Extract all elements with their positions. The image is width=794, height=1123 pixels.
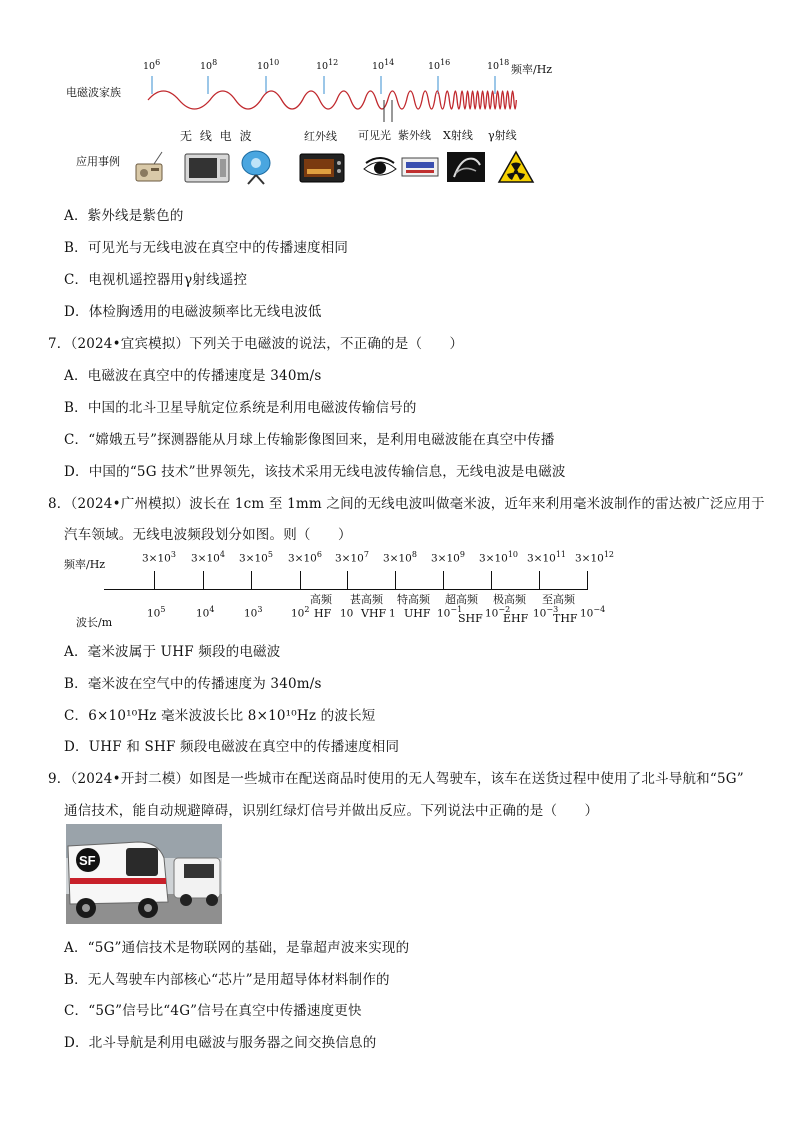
freq-axis-label: 频率/Hz bbox=[64, 558, 106, 571]
band-name: 特高频 bbox=[397, 593, 430, 606]
band-name: 甚高频 bbox=[350, 593, 383, 606]
q9-stem-line1: 9．（2024•开封二模）如图是一些城市在配送商品时使用的无人驾驶车，该车在送货过程中使用了北斗导航和“5G” bbox=[48, 771, 744, 787]
wave-tick-label: $10^3$ bbox=[244, 605, 263, 620]
band-xray: X射线 bbox=[443, 129, 473, 142]
band-tick-mark bbox=[251, 571, 252, 589]
freq-tick-label: $3\times 10^{11}$ bbox=[527, 550, 567, 565]
freq-tick: $10^{10}$ bbox=[257, 58, 280, 73]
xray-image-icon bbox=[446, 151, 486, 183]
band-name: 极高频 bbox=[493, 593, 526, 606]
q8-option-a: A．毫米波属于 UHF 频段的电磁波 bbox=[64, 644, 281, 660]
band-tick-mark bbox=[443, 571, 444, 589]
freq-tick-label: $3\times 10^4$ bbox=[191, 550, 225, 565]
freq-tick: $10^8$ bbox=[200, 58, 218, 73]
band-name: 高频 bbox=[310, 593, 332, 606]
q6-option-c: C．电视机遥控器用γ射线遥控 bbox=[64, 272, 248, 288]
wave-tick-label: $10^{-1}$ bbox=[437, 605, 463, 620]
wave-graphic bbox=[140, 72, 520, 122]
q8-option-b: B．毫米波在空气中的传播速度为 340m/s bbox=[64, 676, 322, 692]
band-tick-mark bbox=[587, 571, 588, 589]
freq-tick: $10^{18}$ bbox=[487, 58, 510, 73]
wave-tick-label: $10^{-3}$ bbox=[533, 605, 559, 620]
q7-option-d: D．中国的“5G 技术”世界领先，该技术采用无线电波传输信息，无线电波是电磁波 bbox=[64, 464, 566, 480]
q6-option-d: D．体检胸透用的电磁波频率比无线电波低 bbox=[64, 304, 322, 320]
delivery-van-photo bbox=[66, 824, 222, 924]
freq-unit: 频率/Hz bbox=[511, 63, 553, 76]
q7-option-b: B．中国的北斗卫星导航定位系统是利用电磁波传输信号的 bbox=[64, 400, 417, 416]
van-logo-text: SF bbox=[79, 853, 96, 868]
freq-tick-label: $3\times 10^8$ bbox=[383, 550, 417, 565]
freq-tick: $10^6$ bbox=[143, 58, 161, 73]
band-gamma: γ射线 bbox=[488, 129, 517, 142]
band-name: 至高频 bbox=[542, 593, 575, 606]
band-code: UHF bbox=[404, 607, 431, 620]
freq-tick-label: $3\times 10^{12}$ bbox=[575, 550, 615, 565]
wave-axis-label: 波长/m bbox=[76, 616, 113, 629]
q8-option-d: D．UHF 和 SHF 频段电磁波在真空中的传播速度相同 bbox=[64, 739, 400, 755]
freq-tick: $10^{14}$ bbox=[372, 58, 395, 73]
wave-tick-label: 10 bbox=[340, 607, 354, 620]
freq-tick-label: $3\times 10^6$ bbox=[288, 550, 322, 565]
band-name: 超高频 bbox=[445, 593, 478, 606]
wave-tick-label: $10^{-2}$ bbox=[485, 605, 511, 620]
radio-icon bbox=[132, 150, 168, 184]
band-tick-mark bbox=[300, 571, 301, 589]
uv-lamp-icon bbox=[400, 152, 442, 182]
oven-icon bbox=[298, 151, 346, 185]
band-code: THF bbox=[553, 612, 578, 625]
eye-icon bbox=[362, 155, 398, 181]
band-tick-mark bbox=[154, 571, 155, 589]
wave-tick-label: $10^{-4}$ bbox=[580, 605, 606, 620]
q7-option-a: A．电磁波在真空中的传播速度是 340m/s bbox=[64, 368, 322, 384]
freq-tick: $10^{12}$ bbox=[316, 58, 339, 73]
freq-tick-label: $3\times 10^7$ bbox=[335, 550, 369, 565]
band-axis-line bbox=[104, 589, 588, 590]
band-code: VHF bbox=[361, 607, 387, 620]
freq-tick-label: $3\times 10^{10}$ bbox=[479, 550, 519, 565]
band-code: EHF bbox=[503, 612, 529, 625]
freq-tick: $10^{16}$ bbox=[428, 58, 451, 73]
band-radio: 无 线 电 波 bbox=[180, 129, 254, 143]
band-tick-mark bbox=[539, 571, 540, 589]
microwave-icon bbox=[183, 150, 231, 184]
q8-stem-line1: 8．（2024•广州模拟）波长在 1cm 至 1mm 之间的无线电波叫做毫米波，近年来利用毫米波制作的雷达被广泛应用于 bbox=[48, 496, 765, 512]
band-visible: 可见光 bbox=[358, 129, 391, 142]
q8-option-c: C．6×10¹⁰Hz 毫米波波长比 8×10¹⁰Hz 的波长短 bbox=[64, 708, 376, 724]
band-code: SHF bbox=[458, 612, 483, 625]
satellite-dish-icon bbox=[238, 147, 274, 185]
freq-tick-label: $3\times 10^9$ bbox=[431, 550, 465, 565]
q7-option-c: C．“嫦娥五号”探测器能从月球上传输影像图回来，是利用电磁波能在真空中传播 bbox=[64, 432, 555, 448]
band-code: HF bbox=[314, 607, 332, 620]
app-label: 应用事例 bbox=[76, 155, 120, 168]
q8-stem-line2: 汽车领域。无线电波频段划分如图。则（ ） bbox=[64, 527, 352, 543]
q6-option-b: B．可见光与无线电波在真空中的传播速度相同 bbox=[64, 240, 349, 256]
freq-tick-label: $3\times 10^3$ bbox=[142, 550, 176, 565]
q9-option-a: A．“5G”通信技术是物联网的基础，是靠超声波来实现的 bbox=[64, 940, 410, 956]
band-tick-mark bbox=[203, 571, 204, 589]
freq-tick-label: $3\times 10^5$ bbox=[239, 550, 273, 565]
wave-tick-label: $10^4$ bbox=[196, 605, 215, 620]
band-uv: 紫外线 bbox=[398, 129, 431, 142]
q7-stem: 7．（2024•宜宾模拟）下列关于电磁波的说法，不正确的是（ ） bbox=[48, 336, 464, 352]
q9-option-b: B．无人驾驶车内部核心“芯片”是用超导体材料制作的 bbox=[64, 972, 390, 988]
q9-option-d: D．北斗导航是利用电磁波与服务器之间交换信息的 bbox=[64, 1035, 377, 1051]
wave-tick-label: 1 bbox=[389, 607, 396, 620]
q6-option-a: A．紫外线是紫色的 bbox=[64, 208, 184, 224]
band-tick-mark bbox=[491, 571, 492, 589]
wave-tick-label: $10^2$ bbox=[291, 605, 310, 620]
band-tick-mark bbox=[395, 571, 396, 589]
q9-option-c: C．“5G”信号比“4G”信号在真空中传播速度更快 bbox=[64, 1003, 362, 1019]
band-infrared: 红外线 bbox=[304, 130, 337, 143]
band-tick-mark bbox=[347, 571, 348, 589]
family-label: 电磁波家族 bbox=[66, 86, 121, 99]
q9-stem-line2: 通信技术，能自动规避障碍，识别红绿灯信号并做出反应。下列说法中正确的是（ ） bbox=[64, 803, 599, 819]
radiation-icon bbox=[497, 150, 535, 184]
wave-tick-label: $10^5$ bbox=[147, 605, 166, 620]
